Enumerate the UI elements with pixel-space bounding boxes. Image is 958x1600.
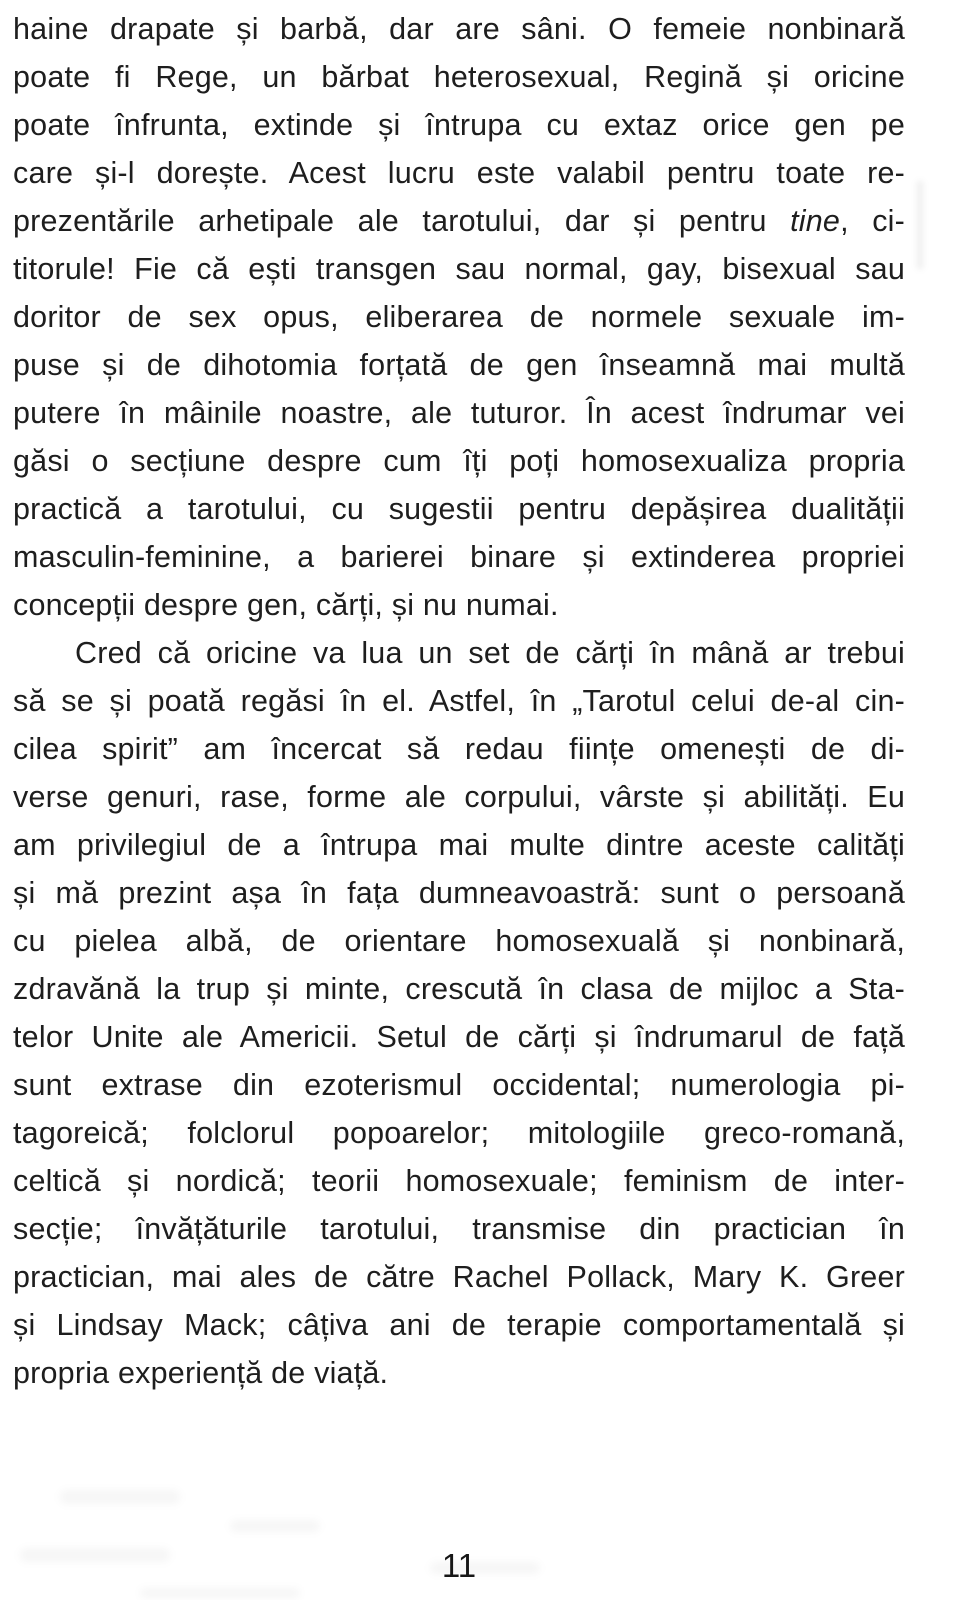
text-segment: haine drapate și barbă, dar are sâni. O femeie nonbinară	[13, 12, 905, 46]
text-segment: propria experiență de viață.	[13, 1356, 389, 1390]
scan-edge-artifact	[916, 180, 924, 270]
scan-showthrough-smudge	[230, 1520, 320, 1532]
text-line	[13, 821, 905, 869]
scan-showthrough-smudge	[140, 1588, 300, 1598]
text-line	[13, 53, 905, 101]
text-line	[13, 437, 905, 485]
text-segment: și mă prezint așa în fața dumneavoastră: sunt o persoană	[13, 876, 905, 910]
text-line	[13, 917, 905, 965]
text-line	[13, 581, 905, 629]
text-segment: Cred că oricine va lua un set de cărți în mână ar trebui	[75, 636, 905, 670]
text-line	[13, 197, 905, 245]
text-segment: găsi o secțiune despre cum îți poți homosexualiza propria	[13, 444, 905, 478]
text-line	[13, 1253, 905, 1301]
text-segment: care și-l dorește. Acest lucru este valabil pentru toate re-	[13, 156, 905, 190]
text-segment: practician, mai ales de către Rachel Pollack, Mary K. Greer	[13, 1260, 905, 1294]
text-segment: titorule! Fie că ești transgen sau normal, gay, bisexual sau	[13, 252, 905, 286]
text-line	[13, 629, 905, 677]
text-segment: verse genuri, rase, forme ale corpului, vârste și abilități. Eu	[13, 780, 905, 814]
text-segment: zdravănă la trup și minte, crescută în clasa de mijloc a Sta-	[13, 972, 905, 1006]
text-segment: practică a tarotului, cu sugestii pentru depășirea dualității	[13, 492, 905, 526]
text-line	[13, 293, 905, 341]
text-segment: telor Unite ale Americii. Setul de cărți și îndrumarul de față	[13, 1020, 905, 1054]
text-line	[13, 1109, 905, 1157]
text-segment: tagoreică; folclorul popoarelor; mitologiile greco-romană,	[13, 1116, 905, 1150]
text-line	[13, 5, 905, 53]
text-segment: puse și de dihotomia forțată de gen înseamnă mai multă	[13, 348, 905, 382]
text-segment: masculin-feminine, a barierei binare și extinderea propriei	[13, 540, 905, 574]
text-line	[13, 1205, 905, 1253]
text-line	[13, 1349, 905, 1397]
text-line	[13, 965, 905, 1013]
text-segment: cilea spirit” am încercat să redau ființe omenești de di-	[13, 732, 905, 766]
page-number: 11	[441, 1547, 477, 1584]
text-segment: sunt extrase din ezoterismul occidental; numerologia pi-	[13, 1068, 905, 1102]
text-segment: poate înfrunta, extinde și întrupa cu extaz orice gen pe	[13, 108, 905, 142]
text-line	[13, 389, 905, 437]
text-segment: să se și poată regăsi în el. Astfel, în „Tarotul celui de-al cin-	[13, 684, 905, 718]
text-line	[13, 533, 905, 581]
text-line	[13, 869, 905, 917]
text-segment: , ci-	[840, 204, 905, 238]
italic-text-segment: tine	[790, 204, 841, 238]
text-segment: și Lindsay Mack; câțiva ani de terapie comportamentală și	[13, 1308, 905, 1342]
text-segment: concepții despre gen, cărți, și nu numai.	[13, 588, 559, 622]
text-segment: putere în mâinile noastre, ale tuturor. În acest îndrumar vei	[13, 396, 905, 430]
text-segment: am privilegiul de a întrupa mai multe dintre aceste calități	[13, 828, 905, 862]
text-line	[13, 1157, 905, 1205]
text-line	[13, 1013, 905, 1061]
text-line	[13, 773, 905, 821]
text-segment: secție; învățăturile tarotului, transmise din practician în	[13, 1212, 905, 1246]
text-line	[13, 1061, 905, 1109]
body-text	[13, 5, 905, 1397]
text-segment: doritor de sex opus, eliberarea de normele sexuale im-	[13, 300, 905, 334]
text-line	[13, 485, 905, 533]
text-line	[13, 149, 905, 197]
text-line	[13, 725, 905, 773]
scan-showthrough-smudge	[60, 1490, 180, 1504]
text-line	[13, 1301, 905, 1349]
text-line	[13, 101, 905, 149]
text-segment: poate fi Rege, un bărbat heterosexual, Regină și oricine	[13, 60, 905, 94]
text-segment: celtică și nordică; teorii homosexuale; feminism de inter-	[13, 1164, 905, 1198]
text-segment: prezentările arhetipale ale tarotului, dar și pentru	[13, 204, 791, 238]
text-line	[13, 341, 905, 389]
text-segment: cu pielea albă, de orientare homosexuală și nonbinară,	[13, 924, 905, 958]
text-line	[13, 245, 905, 293]
text-line	[13, 677, 905, 725]
